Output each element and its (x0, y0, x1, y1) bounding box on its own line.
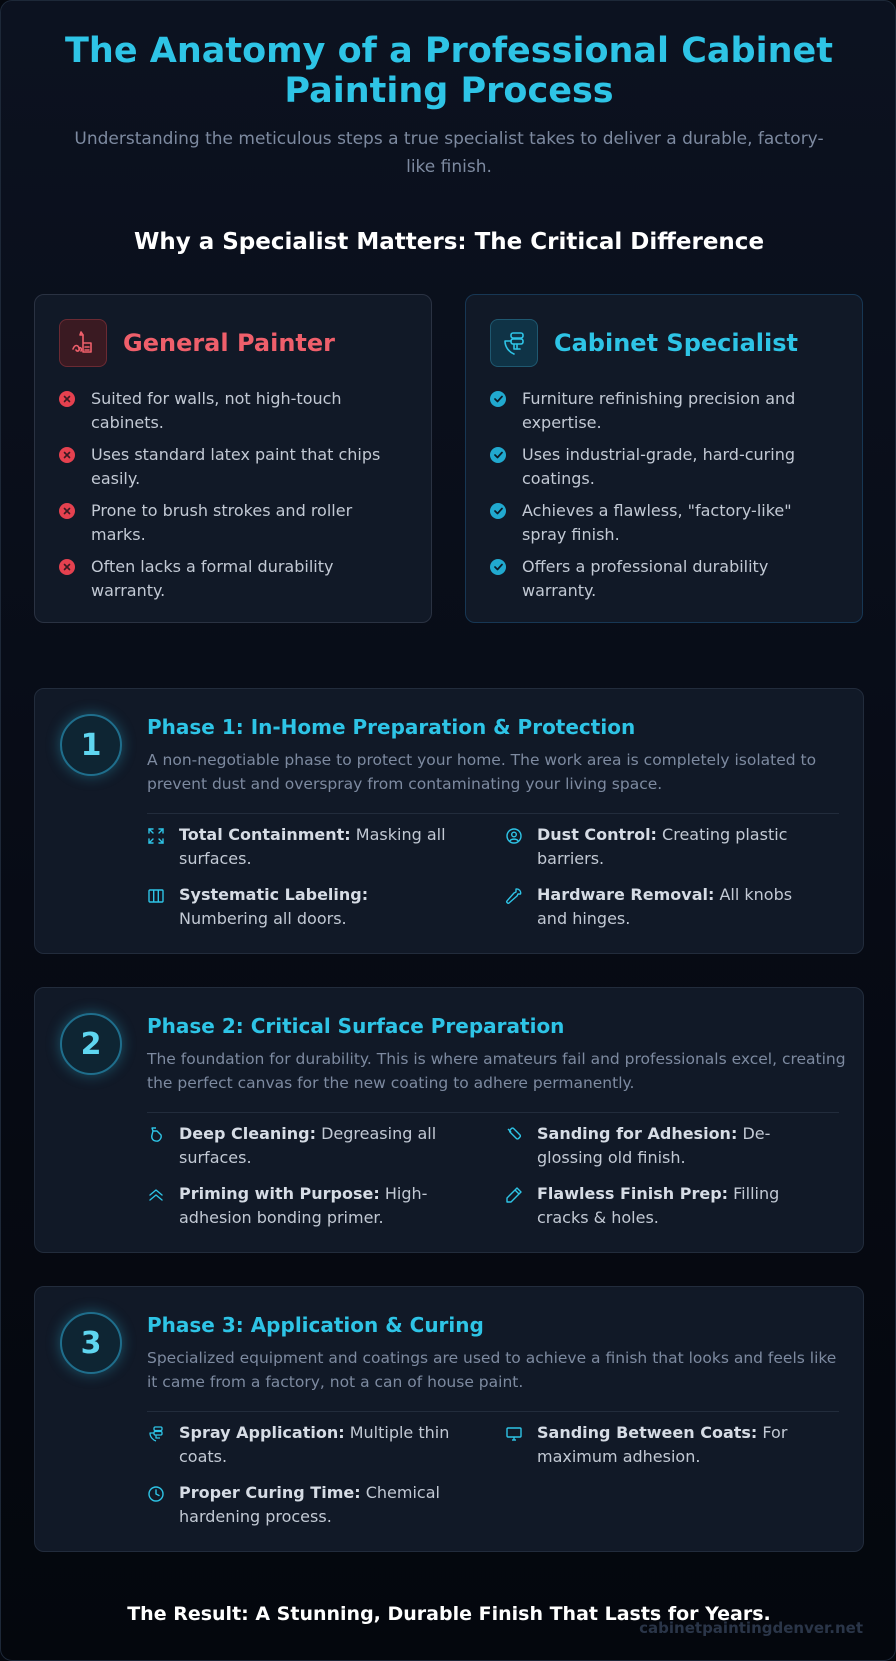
x-circle-icon (59, 559, 75, 575)
phase-item (505, 883, 815, 931)
general-painter-card (34, 294, 432, 623)
list-item (59, 443, 407, 491)
item-text: De-glossing old finish. (537, 1124, 771, 1167)
phase-item (505, 1122, 815, 1170)
phase-title: Phase 1: In-Home Preparation & Protection (147, 715, 636, 739)
paint-roller-icon (59, 319, 107, 367)
list-item-text: Achieves a flawless, "factory-like" spray finish. (522, 501, 792, 544)
item-label: Proper Curing Time: (179, 1483, 361, 1502)
cabinet-specialist-card (465, 294, 863, 623)
list-item-text: Offers a professional durability warranty. (522, 557, 769, 600)
general-painter-list (59, 387, 407, 603)
list-item-text: Suited for walls, not high-touch cabinets. (91, 389, 342, 432)
monitor-icon (505, 1425, 523, 1443)
phase-number: 3 (60, 1312, 122, 1374)
site-watermark[interactable]: cabinetpaintingdenver.net (639, 1619, 863, 1637)
item-text: Creating plastic barriers. (537, 825, 788, 868)
check-circle-icon (490, 503, 506, 519)
divider (147, 1411, 839, 1412)
phase-item (147, 1122, 457, 1170)
phase-description: The foundation for durability. This is where amateurs fail and professionals excel, creating the perfect canvas for the new coating to adhere permanently. (147, 1050, 846, 1092)
list-item-text: Furniture refinishing precision and expertise. (522, 389, 796, 432)
spray-gun-icon (147, 1425, 165, 1443)
item-text: Numbering all doors. (179, 909, 347, 928)
phase-number: 1 (60, 714, 122, 776)
item-label: Priming with Purpose: (179, 1184, 380, 1203)
phase-item (147, 1481, 457, 1529)
x-circle-icon (59, 447, 75, 463)
list-item-text: Uses industrial-grade, hard-curing coatings. (522, 445, 795, 488)
divider (147, 813, 839, 814)
spray-gun-icon (490, 319, 538, 367)
expand-icon (147, 827, 165, 845)
comparison-heading: Why a Specialist Matters: The Critical Difference (133, 229, 765, 255)
phase-2-card (34, 987, 864, 1253)
divider (147, 1112, 839, 1113)
columns-icon (147, 887, 165, 905)
phase-item (505, 823, 815, 871)
item-text: All knobs and hinges. (537, 885, 793, 928)
phase-item (505, 1421, 815, 1469)
phase-item (147, 1182, 457, 1230)
sanding-icon (505, 1126, 523, 1144)
item-label: Flawless Finish Prep: (537, 1184, 729, 1203)
x-circle-icon (59, 391, 75, 407)
x-circle-icon (59, 503, 75, 519)
list-item (490, 499, 838, 547)
wrench-icon (505, 887, 523, 905)
phase-item (147, 883, 457, 931)
phase-description: A non-negotiable phase to protect your home. The work area is completely isolated to prevent dust and overspray from contaminating your living space. (147, 751, 817, 793)
list-item (490, 443, 838, 491)
item-label: Sanding Between Coats: (537, 1423, 758, 1442)
phase-description: Specialized equipment and coatings are used to achieve a finish that looks and feels like it came from a factory, not a can of house paint. (147, 1349, 837, 1391)
page-title: The Anatomy of a Professional Cabinet Painting Process (65, 31, 833, 111)
item-label: Sanding for Adhesion: (537, 1124, 738, 1143)
list-item-text: Often lacks a formal durability warranty. (91, 557, 334, 600)
cabinet-specialist-title: Cabinet Specialist (554, 329, 799, 357)
pencil-icon (505, 1186, 523, 1204)
check-circle-icon (490, 559, 506, 575)
item-text: Masking all surfaces. (179, 825, 446, 868)
item-label: Hardware Removal: (537, 885, 715, 904)
general-painter-title: General Painter (123, 329, 335, 357)
item-label: Deep Cleaning: (179, 1124, 316, 1143)
item-label: Dust Control: (537, 825, 657, 844)
phase-number: 2 (60, 1013, 122, 1075)
item-text: Filling cracks & holes. (537, 1184, 780, 1227)
list-item-text: Uses standard latex paint that chips easily. (91, 445, 381, 488)
item-text: Multiple thin coats. (179, 1423, 450, 1466)
item-text: Chemical hardening process. (179, 1483, 440, 1526)
item-text: Degreasing all surfaces. (179, 1124, 437, 1167)
list-item (490, 387, 838, 435)
phase-item (505, 1182, 815, 1230)
phase-title: Phase 2: Critical Surface Preparation (147, 1014, 565, 1038)
user-circle-icon (505, 827, 523, 845)
list-item (59, 387, 407, 435)
item-text: For maximum adhesion. (537, 1423, 788, 1466)
item-label: Total Containment: (179, 825, 351, 844)
result-statement: The Result: A Stunning, Durable Finish That Lasts for Years. (127, 1603, 771, 1625)
check-circle-icon (490, 447, 506, 463)
phase-3-card (34, 1286, 864, 1552)
page-subtitle: Understanding the meticulous steps a true specialist takes to deliver a durable, factory-like finish. (74, 129, 824, 177)
layers-up-icon (147, 1186, 165, 1204)
item-label: Systematic Labeling: (179, 885, 369, 904)
cabinet-specialist-list (490, 387, 838, 603)
list-item (59, 555, 407, 603)
clock-icon (147, 1485, 165, 1503)
phase-1-card (34, 688, 864, 954)
list-item (490, 555, 838, 603)
check-circle-icon (490, 391, 506, 407)
list-item-text: Prone to brush strokes and roller marks. (91, 501, 353, 544)
phase-title: Phase 3: Application & Curing (147, 1313, 484, 1337)
item-label: Spray Application: (179, 1423, 345, 1442)
list-item (59, 499, 407, 547)
item-text: High-adhesion bonding primer. (179, 1184, 428, 1227)
phase-item (147, 1421, 457, 1469)
spray-bottle-icon (147, 1126, 165, 1144)
phase-item (147, 823, 457, 871)
